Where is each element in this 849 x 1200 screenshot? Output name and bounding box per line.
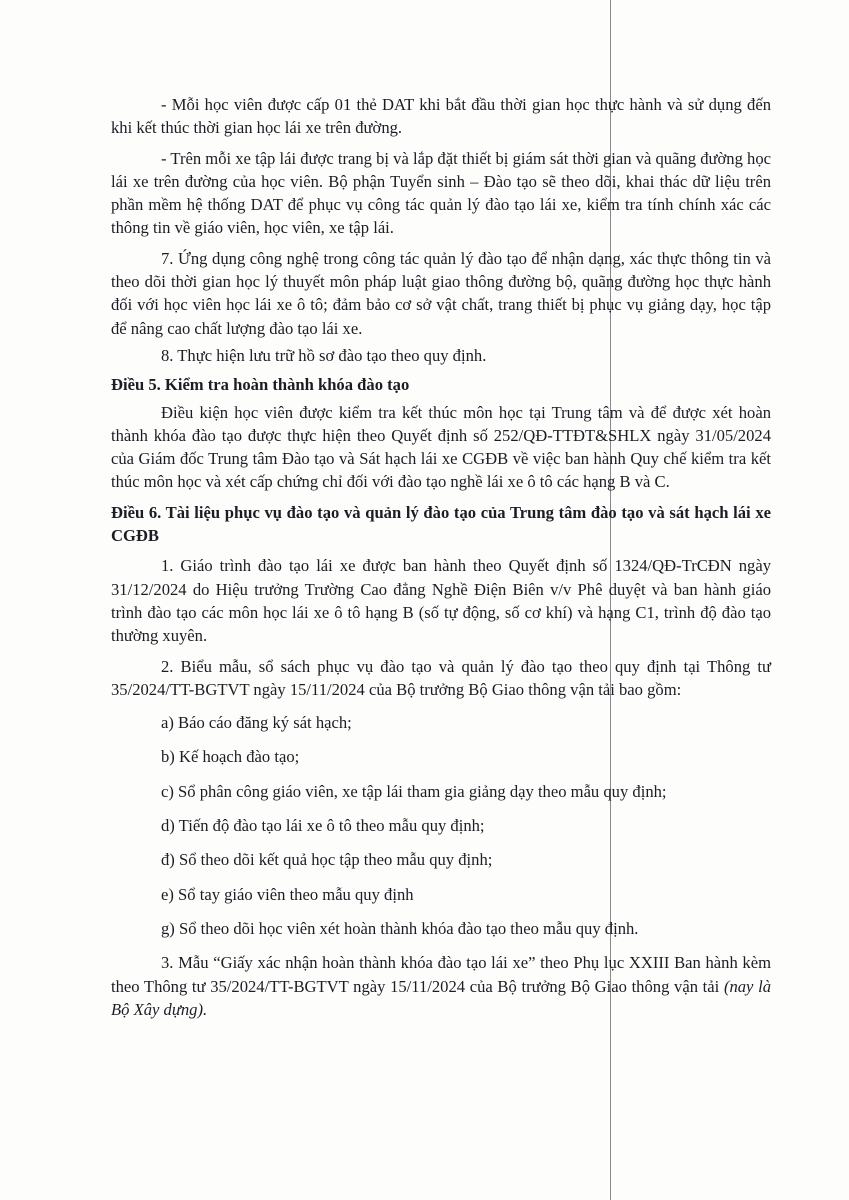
item-3-text: 3. Mẫu “Giấy xác nhận hoàn thành khóa đào tạo lái xe” theo Phụ lục XXIII Ban hành kèm theo Thông tư 35/2024/TT-BGTVT ngày 15/11/2024 của Bộ trưởng Bộ Giao thông vận tải [111,953,771,996]
document-body [111,93,771,1021]
paragraph-item-8: 8. Thực hiện lưu trữ hồ sơ đào tạo theo quy định. [161,345,487,365]
paragraph-article-6-item-1: 1. Giáo trình đào tạo lái xe được ban hành theo Quyết định số 1324/QĐ-TrCĐN ngày 31/12/2024 do Hiệu trưởng Trường Cao đẳng Nghề Điện Biên v/v Phê duyệt và ban hành giáo trình đào tạo các môn học lái xe ô tô hạng B (số tự động, số cơ khí) và hạng C1, trình độ đào tạo thường xuyên. [111,556,771,646]
paragraph-item-7: 7. Ứng dụng công nghệ trong công tác quản lý đào tạo để nhận dạng, xác thực thông tin và theo dõi thời gian học lý thuyết môn pháp luật giao thông đường bộ, quãng đường học thực hành đối với học viên học lái xe ô tô; đảm bảo cơ sở vật chất, trang thiết bị phục vụ giảng dạy, học tập để nâng cao chất lượng đào tạo lái xe. [111,248,771,338]
paragraph-monitoring-device: - Trên mỗi xe tập lái được trang bị và lắp đặt thiết bị giám sát thời gian và quãng đường học lái xe trên đường của học viên. Bộ phận Tuyển sinh – Đào tạo sẽ theo dõi, khai thác dữ liệu trên phần mềm hệ thống DAT để phục vụ công tác quản lý đào tạo lái xe, kiểm tra tính chính xác các thông tin về giáo viên, học viên, xe tập lái. [111,148,771,238]
list-item: g) Sổ theo dõi học viên xét hoàn thành khóa đào tạo theo mẫu quy định. [161,918,639,938]
list-item: b) Kế hoạch đào tạo; [161,747,300,767]
forms-list [111,711,771,940]
paragraph-article-6-item-2: 2. Biểu mẫu, sổ sách phục vụ đào tạo và quản lý đào tạo theo quy định tại Thông tư 35/2024/TT-BGTVT ngày 15/11/2024 của Bộ trưởng Bộ Giao thông vận tải bao gồm: [111,656,771,699]
paragraph-dat-card: - Mỗi học viên được cấp 01 thẻ DAT khi bắt đầu thời gian học thực hành và sử dụng đến khi kết thúc thời gian học lái xe trên đường. [111,95,771,138]
list-item: e) Sổ tay giáo viên theo mẫu quy định [161,884,414,904]
list-item: c) Sổ phân công giáo viên, xe tập lái tham gia giảng dạy theo mẫu quy định; [161,781,667,801]
heading-article-5: Điều 5. Kiểm tra hoàn thành khóa đào tạo [111,375,410,395]
paragraph-article-6-item-3 [111,951,771,1021]
item-3-italic-note: (nay là Bộ Xây dựng). [111,976,771,1019]
list-item: đ) Sổ theo dõi kết quả học tập theo mẫu quy định; [161,850,493,870]
paragraph-article-5: Điều kiện học viên được kiểm tra kết thúc môn học tại Trung tâm và để được xét hoàn thành khóa đào tạo được thực hiện theo Quyết định số 252/QĐ-TTĐT&SHLX ngày 31/05/2024 của Giám đốc Trung tâm Đào tạo và Sát hạch lái xe CGĐB về việc ban hành Quy chế kiểm tra kết thúc môn học và xét cấp chứng chỉ đối với đào tạo nghề lái xe ô tô các hạng B và C. [111,402,771,492]
list-item: a) Báo cáo đăng ký sát hạch; [161,713,352,733]
heading-article-6: Điều 6. Tài liệu phục vụ đào tạo và quản lý đào tạo của Trung tâm đào tạo và sát hạch lái xe CGĐB [111,502,771,546]
list-item: d) Tiến độ đào tạo lái xe ô tô theo mẫu quy định; [161,816,485,836]
